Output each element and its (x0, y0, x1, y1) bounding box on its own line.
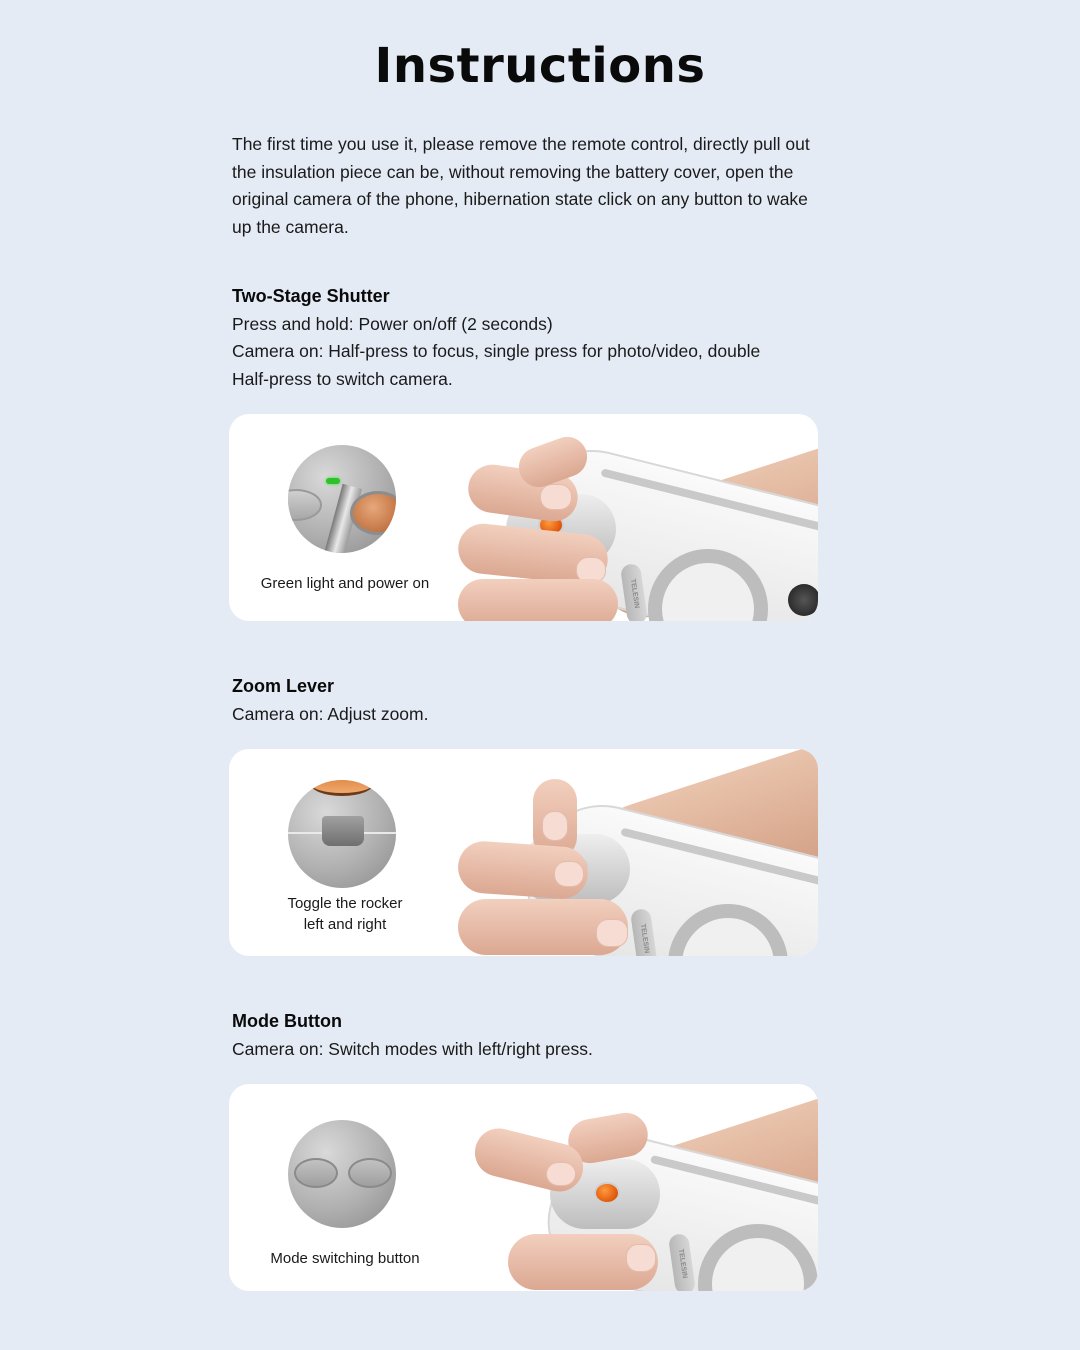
caption-line: left and right (303, 916, 387, 933)
fingernail (546, 1162, 576, 1186)
caption-line: Mode switching button (270, 1250, 420, 1267)
hand-toggling-zoom-photo (458, 749, 818, 956)
fingernail (626, 1244, 656, 1272)
mode-button-left-icon (294, 1158, 338, 1188)
section-line: Camera on: Switch modes with left/right press. (232, 1038, 593, 1059)
fingernail (554, 861, 584, 887)
green-led-icon (326, 478, 340, 484)
mode-illustration-card (229, 1084, 818, 1291)
section-zoom-lever (232, 673, 832, 728)
zoom-illustration-card (229, 749, 818, 956)
brand-mark: TELESIN (630, 908, 658, 956)
hand-pressing-mode-photo (458, 1084, 818, 1291)
page-title: Instructions (374, 38, 706, 94)
section-line: Camera on: Adjust zoom. (232, 703, 429, 724)
orange-shutter-button (594, 1182, 620, 1204)
brand-mark: TELESIN (620, 563, 648, 621)
zoom-rocker-closeup-image (288, 780, 396, 888)
section-title: Zoom Lever (232, 676, 335, 696)
caption-line: Toggle the rocker (287, 895, 403, 912)
shutter-closeup-image (288, 445, 396, 553)
ring-finger (458, 579, 618, 621)
intro-paragraph: The first time you use it, please remove the remote control, directly pull out the insulation piece can be, without removing the battery cover, open the original camera of the phone, hibernation state click on any button to wake up the camera. (232, 134, 810, 237)
card-caption (229, 893, 461, 935)
section-line: Press and hold: Power on/off (2 seconds) (232, 313, 553, 334)
fingernail (540, 484, 572, 510)
orange-shutter-button (350, 491, 396, 535)
hand-pressing-shutter-photo (458, 414, 818, 621)
fingernail (542, 811, 568, 841)
mode-button-right-icon (348, 1158, 392, 1188)
section-title: Mode Button (232, 1011, 342, 1031)
section-line: Camera on: Half-press to focus, single press for photo/video, double Half-press to switch camera. (232, 341, 761, 389)
zoom-rocker-icon (322, 816, 364, 846)
shutter-illustration-card (229, 414, 818, 621)
card-caption (229, 1248, 461, 1269)
mode-buttons-closeup-image (288, 1120, 396, 1228)
card-caption (229, 573, 461, 594)
orange-button-edge (310, 780, 374, 796)
phone-lens (788, 584, 818, 616)
button-shape (288, 489, 322, 521)
section-mode-button (232, 1008, 832, 1063)
brand-mark: TELESIN (668, 1233, 696, 1291)
caption-line: Green light and power on (260, 575, 430, 592)
fingernail (596, 919, 628, 947)
section-title: Two-Stage Shutter (232, 286, 390, 306)
section-two-stage-shutter (232, 283, 832, 393)
